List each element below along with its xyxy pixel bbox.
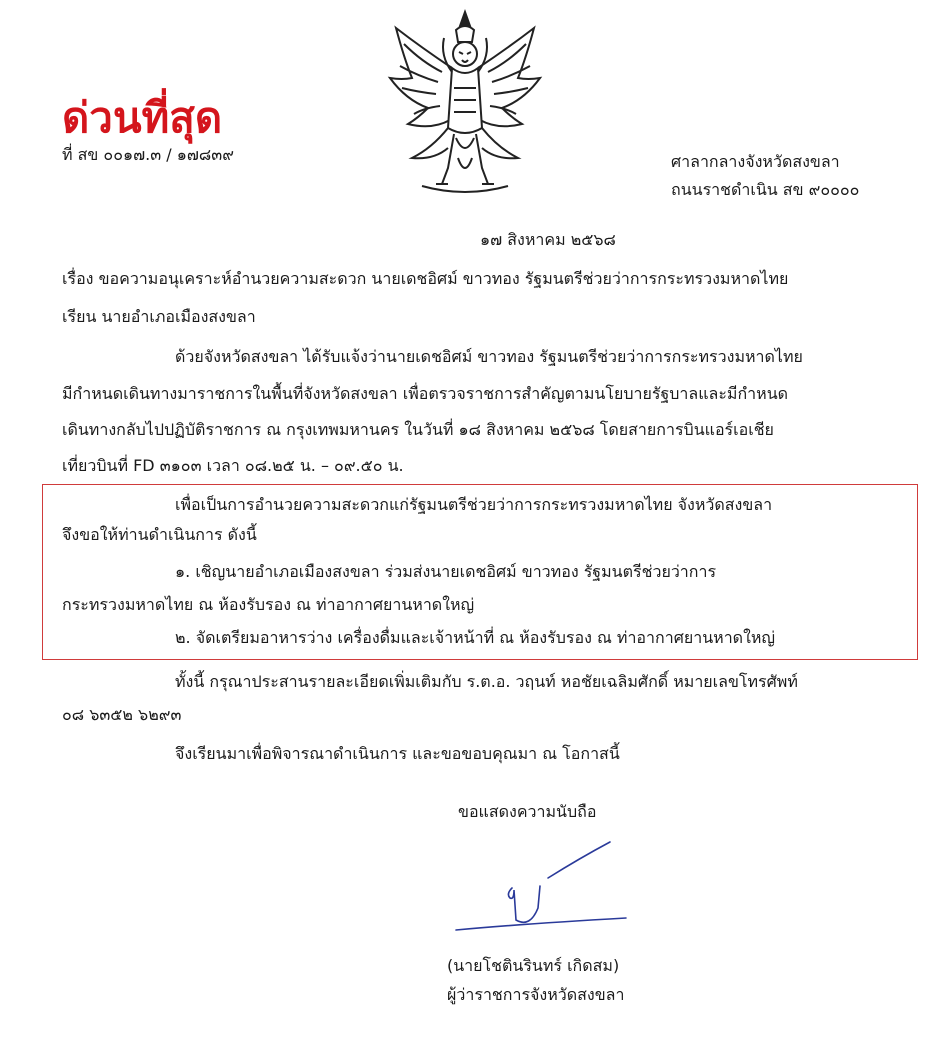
- document-number: ที่ สข ๐๐๑๗.๓ / ๑๗๘๓๙: [62, 145, 234, 164]
- para2-line: เพื่อเป็นการอำนวยความสะดวกแก่รัฐมนตรีช่วยว่าการกระทรวงมหาดไทย จังหวัดสงขลา: [175, 495, 773, 514]
- recipient-line: เรียน นายอำเภอเมืองสงขลา: [62, 307, 256, 326]
- para3-line: ๐๘ ๖๓๕๒ ๖๒๙๓: [62, 705, 182, 724]
- para2-line: จึงขอให้ท่านดำเนินการ ดังนี้: [62, 525, 257, 544]
- garuda-emblem-icon: [382, 8, 548, 196]
- signer-position: ผู้ว่าราชการจังหวัดสงขลา: [447, 985, 625, 1004]
- subject-line: เรื่อง ขอความอนุเคราะห์อำนวยความสะดวก นายเดชอิศม์ ขาวทอง รัฐมนตรีช่วยว่าการกระทรวงมหาดไทย: [62, 269, 789, 288]
- para1-line: เที่ยวบินที่ FD ๓๑๐๓ เวลา ๐๘.๒๕ น. – ๐๙.๕๐ น.: [62, 456, 404, 475]
- signer-name: (นายโชตินรินทร์ เกิดสม): [447, 956, 620, 975]
- para3-line: ทั้งนี้ กรุณาประสานรายละเอียดเพิ่มเติมกับ ร.ต.อ. วฤนท์ หอชัยเฉลิมศักดิ์ หมายเลขโทรศัพท์: [175, 672, 798, 691]
- urgent-label: ด่วนที่สุด: [62, 93, 223, 142]
- para1-line: เดินทางกลับไปปฏิบัติราชการ ณ กรุงเทพมหานคร ในวันที่ ๑๘ สิงหาคม ๒๕๖๘ โดยสายการบินแอร์เอเชีย: [62, 420, 774, 439]
- document-date: ๑๗ สิงหาคม ๒๕๖๘: [480, 230, 616, 249]
- item1-line: ๑. เชิญนายอำเภอเมืองสงขลา ร่วมส่งนายเดชอิศม์ ขาวทอง รัฐมนตรีช่วยว่าการ: [175, 562, 717, 581]
- item1-line: กระทรวงมหาดไทย ณ ห้องรับรอง ณ ท่าอากาศยานหาดใหญ่: [62, 595, 475, 614]
- address-line-2: ถนนราชดำเนิน สข ๙๐๐๐๐: [671, 180, 860, 199]
- para1-line: มีกำหนดเดินทางมาราชการในพื้นที่จังหวัดสงขลา เพื่อตรวจราชการสำคัญตามนโยบายรัฐบาลและมีกำหนด: [62, 384, 789, 403]
- para4-line: จึงเรียนมาเพื่อพิจารณาดำเนินการ และขอขอบคุณมา ณ โอกาสนี้: [175, 744, 620, 763]
- para1-line: ด้วยจังหวัดสงขลา ได้รับแจ้งว่านายเดชอิศม์ ขาวทอง รัฐมนตรีช่วยว่าการกระทรวงมหาดไทย: [175, 347, 803, 366]
- closing-salutation: ขอแสดงความนับถือ: [458, 802, 597, 821]
- item2-line: ๒. จัดเตรียมอาหารว่าง เครื่องดื่มและเจ้าหน้าที่ ณ ห้องรับรอง ณ ท่าอากาศยานหาดใหญ่: [175, 628, 776, 647]
- address-line-1: ศาลากลางจังหวัดสงขลา: [671, 152, 840, 171]
- signature-drawing: [440, 838, 640, 943]
